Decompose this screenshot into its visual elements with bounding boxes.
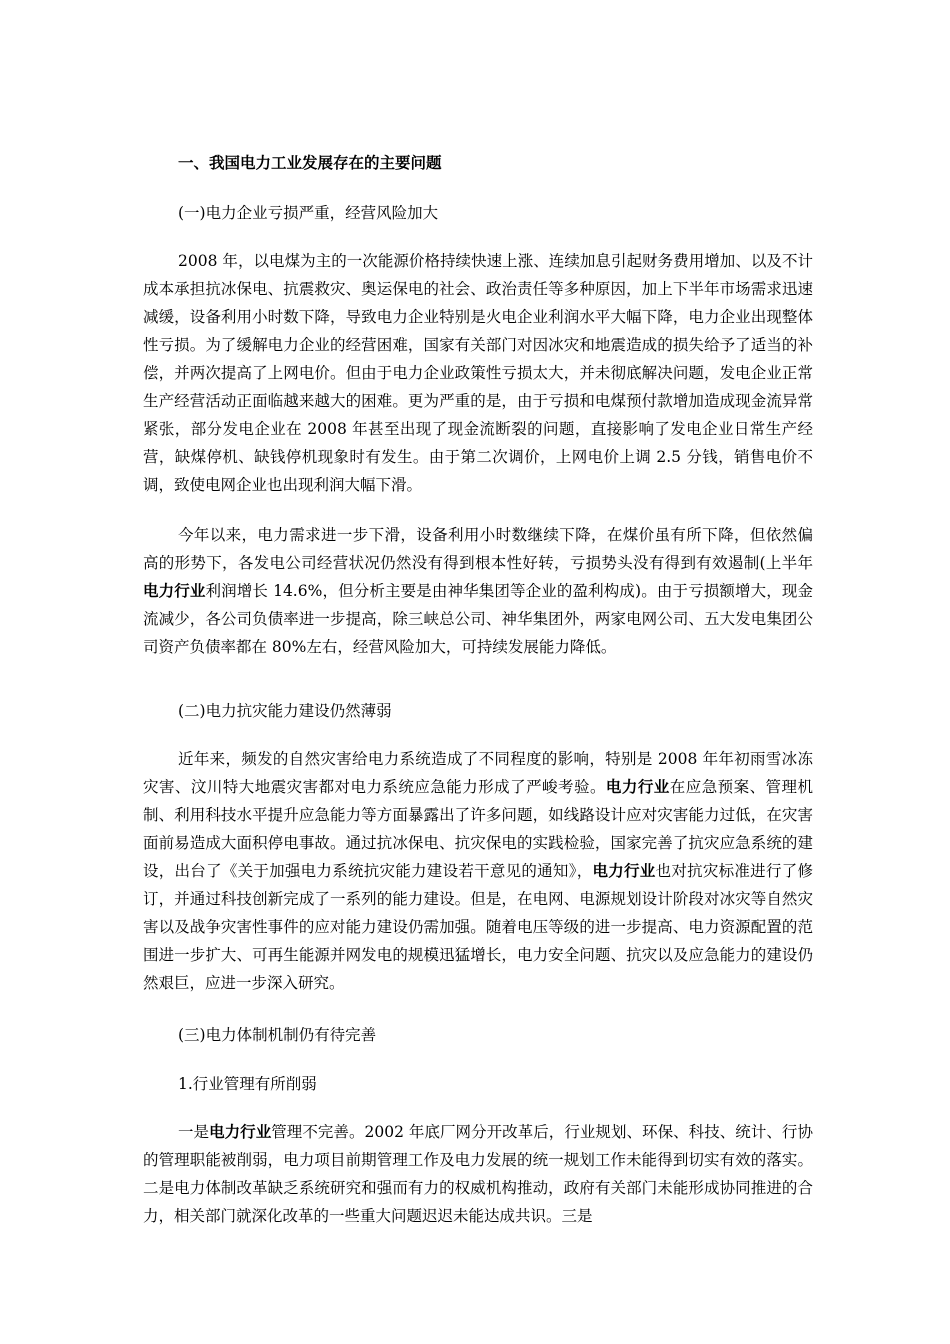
subsection-heading-3-1: 1.行业管理有所削弱 [178,1075,317,1093]
subsection-heading-2: (二)电力抗灾能力建设仍然薄弱 [178,702,392,720]
paragraph-1: 2008 年，以电煤为主的一次能源价格持续快速上涨、连续加息引起财务费用增加、以及不计成本承担抗冰保电、抗震救灾、奥运保电的社会、政治责任等多种原因，加上下半年市场需求迅速减缓，设备利用小时数下降，导致电力企业特别是火电企业利润水平大幅下降，电力企业出现整体性亏损。为了缓解电力企业的经营困难，国家有关部门对因冰灾和地震造成的损失给予了适当的补偿，并两次提高了上网电价。但由于电力企业政策性亏损太大，并未彻底解决问题，发电企业正常生产经营活动正面临越来越大的困难。更为严重的是，由于亏损和电煤预付款增加造成现金流异常紧张，部分发电企业在 2008 年甚至出现了现金流断裂的问题，直接影响了发电企业日常生产经营，缺煤停机、缺钱停机现象时有发生。由于第二次调价，上网电价上调 2.5 分钱，销售电价不调，致使电网企业也出现利润大幅下滑。 [143,252,813,494]
keyword-power-industry: 电力行业 [209,1122,272,1141]
paragraph-3-text-b: 在应急预案、管理机制、利用科技水平提升应急能力等方面暴露出了许多问题，如线路设计应对灾害能力过低，在灾害面前易造成大面积停电事故。通过抗冰保电、抗灾保电的实践检验，国家完善了抗灾应急系统的建设，出台了《关于加强电力系统抗灾能力建设若干意见的通知》， [143,778,813,880]
paragraph-2 [143,521,813,661]
section-heading-main: 一、我国电力工业发展存在的主要问题 [178,153,442,172]
paragraph-4-text-a: 一是 [178,1123,210,1141]
subsection-heading-3: (三)电力体制机制仍有待完善 [178,1026,377,1044]
keyword-power-industry: 电力行业 [605,777,670,796]
paragraph-2-text-b: 利润增长 14.6%，但分析主要是由神华集团等企业的盈利构成)。由于亏损额增大，现金流减少，各公司负债率进一步提高，除三峡总公司、神华集团外，两家电网公司、五大发电集团公司资产负债率都在 80%左右，经营风险加大，可持续发展能力降低。 [143,582,813,656]
keyword-power-industry: 电力行业 [592,861,656,880]
paragraph-3-text-c: 也对抗灾标准进行了修订，并通过科技创新完成了一系列的能力建设。但是，在电网、电源规划设计阶段对冰灾等自然灾害以及战争灾害性事件的应对能力建设仍需加强。随着电压等级的进一步提高、电力资源配置的范围进一步扩大、可再生能源并网发电的规模迅猛增长，电力安全问题、抗灾以及应急能力的建设仍然艰巨，应进一步深入研究。 [143,862,813,992]
paragraph-3 [143,745,813,997]
keyword-power-industry: 电力行业 [143,581,206,600]
paragraph-3-text-a: 近年来，频发的自然灾害给电力系统造成了不同程度的影响，特别是 2008 年年初雨雪冰冻灾害、汶川特大地震灾害都对电力系统应急能力形成了严峻考验。 [143,750,813,796]
paragraph-2-text-a: 今年以来，电力需求进一步下滑，设备利用小时数继续下降，在煤价虽有所下降，但依然偏高的形势下，各发电公司经营状况仍然没有得到根本性好转，亏损势头没有得到有效遏制(上半年 [143,526,813,572]
subsection-heading-1: (一)电力企业亏损严重，经营风险加大 [178,204,439,222]
paragraph-4-text-b: 管理不完善。2002 年底厂网分开改革后，行业规划、环保、科技、统计、行协的管理职能被削弱，电力项目前期管理工作及电力发展的统一规划工作未能得到切实有效的落实。二是电力体制改革缺乏系统研究和强而有力的权威机构推动，政府有关部门未能形成协同推进的合力，相关部门就深化改革的一些重大问题迟迟未能达成共识。三是 [143,1123,813,1225]
paragraph-4 [143,1118,813,1230]
